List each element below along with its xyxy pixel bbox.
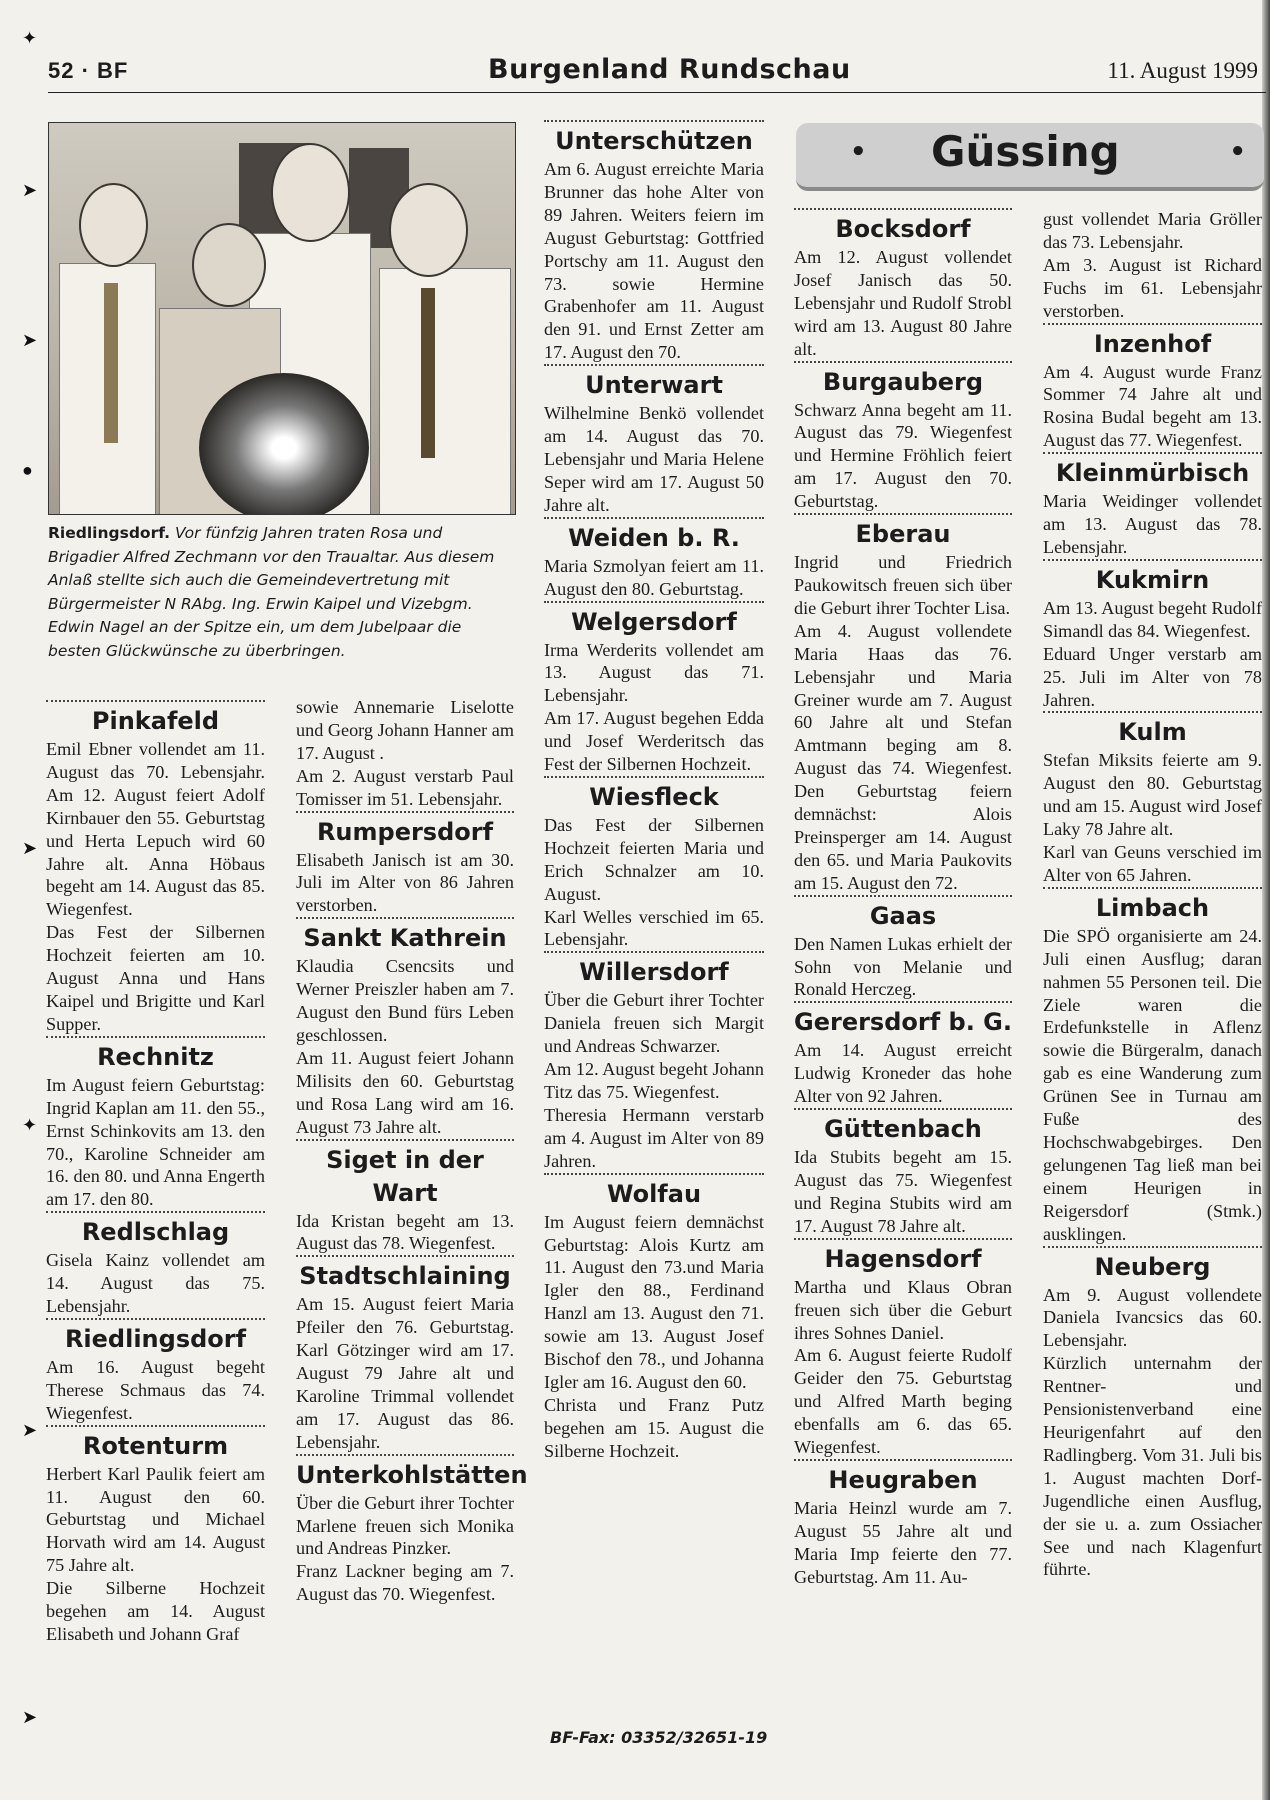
section-heading: Kukmirn [1043, 559, 1262, 597]
section-paragraph: Ida Stubits begeht am 15. August das 75. Wiegenfest und Regina Stubits wird am 17. August 78 Jahre alt. [794, 1147, 1012, 1236]
section-heading: Wolfau [544, 1173, 764, 1211]
news-section [794, 1459, 1012, 1589]
section-heading: Burgauberg [794, 361, 1012, 399]
section-heading: Rechnitz [46, 1036, 265, 1074]
section-heading: Bocksdorf [794, 208, 1012, 246]
margin-arrow-icon: ➤ [22, 1707, 38, 1727]
section-paragraph: Am 6. August erreichte Maria Brunner das hohe Alter von 89 Jahren. Weiters feiern im August Geburtstag: Gottfried Portschy am 11. August den 73. sowie Hermine Grabenhofer am 11. August den 91. und Ernst Zetter am 17. August den 70. [544, 159, 764, 363]
margin-arrow-icon: ✦ [22, 1115, 38, 1135]
section-heading: Willersdorf [544, 951, 764, 989]
section-paragraph: Irma Werderits vollendet am 13. August das 71. Lebensjahr. [544, 639, 764, 706]
section-heading: Heugraben [794, 1459, 1012, 1497]
section-heading: Gerersdorf b. G. [794, 1001, 1012, 1039]
news-section [794, 895, 1012, 1002]
section-paragraph: Am 11. August feiert Johann Milisits den 60. Geburtstag und Rosa Lang wird am 16. August 73 Jahre alt. [296, 1047, 514, 1137]
banner-title: Güssing [931, 127, 1120, 176]
news-section [544, 517, 764, 601]
article-column-3 [544, 120, 764, 1463]
caption-place: Riedlingsdorf. [48, 524, 171, 542]
page-spine-shadow [1262, 0, 1270, 1800]
margin-arrow-icon: ➤ [22, 1420, 38, 1440]
news-section [296, 696, 514, 811]
news-section [1043, 559, 1262, 712]
news-section [46, 1036, 265, 1211]
section-heading: Wiesfleck [544, 776, 764, 814]
news-section [544, 776, 764, 951]
section-paragraph: Emil Ebner vollendet am 11. August das 70. Lebensjahr. Am 12. August feiert Adolf Kirnbauer den 55. Geburtstag und Herta Lepuch wird 60 Jahre alt. Anna Höbaus begeht am 14. August das 85. Wiegenfest. [46, 739, 265, 920]
section-paragraph: Herbert Karl Paulik feiert am 11. August den 60. Geburtstag und Michael Horvath wird am 14. August 75 Jahre alt. [46, 1463, 265, 1576]
page-number: 52 · BF [48, 58, 129, 83]
section-paragraph: Franz Lackner beging am 7. August das 70. Wiegenfest. [296, 1561, 514, 1605]
news-section [794, 1001, 1012, 1108]
section-paragraph: Die SPÖ organisierte am 24. Juli einen Ausflug; daran nahmen 55 Personen teil. Die Ziele waren die Erdefunkstelle in Aflenz sowie die Bürgeralm, danach gab es eine Wanderung zum Grünen See in Turnau am Fuße des Hochschwabgebirges. Den gelungenen Tag ließ man bei einem Heurigen in Reigersdorf (Stmk.) ausklingen. [1043, 925, 1262, 1244]
section-paragraph: Gisela Kainz vollendet am 14. August das 75. Lebensjahr. [46, 1250, 265, 1317]
news-section [296, 811, 514, 918]
fax-number: BF-Fax: 03352/32651-19 [550, 1728, 768, 1747]
section-heading: Pinkafeld [46, 700, 265, 738]
section-paragraph: Wilhelmine Benkö vollendet am 14. August das 70. Lebensjahr und Maria Helene Seper wird am 17. August 50 Jahre alt. [544, 403, 764, 515]
section-paragraph: Am 4. August vollendete Maria Haas das 76. Lebensjahr und Maria Greiner wurde am 7. August 60 Jahre alt und Stefan Amtmann beging am 8. August das 74. Wiegenfest. Den Geburtstag feiern demnächst: Alois Preinsperger am 14. August den 65. und Maria Paukovits am 15. August den 72. [794, 620, 1012, 893]
section-heading: Gaas [794, 895, 1012, 933]
section-heading: Welgersdorf [544, 601, 764, 639]
section-heading: Sankt Kathrein [296, 917, 514, 955]
section-paragraph: Maria Heinzl wurde am 7. August 55 Jahre alt und Maria Imp feierte den 77. Geburtstag. Am 11. Au- [794, 1497, 1012, 1587]
section-paragraph: Die Silberne Hochzeit begehen am 14. August Elisabeth und Johann Graf [46, 1578, 265, 1644]
section-paragraph: Stefan Miksits feierte am 9. August den 80. Geburtstag und am 15. August wird Josef Laky 78 Jahre alt. [1043, 750, 1262, 840]
section-paragraph: Elisabeth Janisch ist am 30. Juli im Alter von 86 Jahren verstorben. [296, 849, 514, 916]
couple-photo [48, 122, 516, 515]
page-header [48, 54, 1266, 93]
section-heading: Rotenturm [46, 1425, 265, 1463]
section-paragraph: Am 3. August ist Richard Fuchs im 61. Lebensjahr verstorben. [1043, 254, 1262, 321]
news-section [1043, 1246, 1262, 1582]
section-paragraph: Am 9. August vollendete Daniela Ivancsics das 60. Lebensjahr. [1043, 1284, 1262, 1351]
section-paragraph: sowie Annemarie Liselotte und Georg Johann Hanner am 17. August . [296, 697, 514, 763]
article-column-1 [46, 700, 265, 1646]
section-paragraph: Martha und Klaus Obran freuen sich über die Geburt ihres Sohnes Daniel. [794, 1276, 1012, 1343]
news-section [544, 364, 764, 517]
section-paragraph: Am 4. August wurde Franz Sommer 74 Jahre alt und Rosina Budal begeht am 13. August das 77. Wiegenfest. [1043, 361, 1262, 451]
news-section [1043, 208, 1262, 323]
section-paragraph: Kürzlich unternahm der Rentner- und Pensionistenverband eine Heurigenfahrt auf den Radlingberg. Vom 31. Juli bis 1. August machten Dorf-Jugendliche einen Ausflug, der sie u. a. zum Ossiacher See und nach Klagenfurt führte. [1043, 1353, 1262, 1580]
article-column-2 [296, 696, 528, 1606]
section-heading: Weiden b. R. [544, 517, 764, 555]
section-heading: Kulm [1043, 711, 1262, 749]
news-section [296, 1454, 528, 1607]
news-section [1043, 452, 1262, 559]
region-banner [796, 123, 1264, 191]
section-heading: Kleinmürbisch [1043, 452, 1262, 490]
photo-caption [48, 522, 516, 663]
section-heading: Eberau [794, 513, 1012, 551]
news-section [46, 1425, 265, 1646]
news-section [1043, 887, 1262, 1246]
issue-date: 11. August 1999 [1107, 58, 1258, 83]
news-section [1043, 323, 1262, 453]
section-paragraph: Klaudia Csencsits und Werner Preiszler haben am 7. August den Bund fürs Leben geschlossen. [296, 956, 514, 1045]
caption-text: Vor fünfzig Jahren traten Rosa und Brigadier Alfred Zechmann vor den Traualtar. Aus diesem Anlaß stellte sich auch die Gemeindevertretung mit Bürgermeister N RAbg. Ing. Erwin Kaipel und Vizebgm. Edwin Nagel an der Spitze ein, um dem Jubelpaar die besten Glückwünsche zu überbringen. [48, 524, 495, 660]
section-paragraph: Am 12. August vollendet Josef Janisch das 50. Lebensjahr und Rudolf Strobl wird am 13. August 80 Jahre alt. [794, 247, 1012, 359]
section-paragraph: Maria Szmolyan feiert am 11. August den 80. Geburtstag. [544, 555, 764, 599]
section-heading: Neuberg [1043, 1246, 1262, 1284]
margin-arrow-icon: ➤ [22, 838, 38, 858]
section-paragraph: Am 15. August feiert Maria Pfeiler den 76. Geburtstag. Karl Götzinger wird am 17. August 79 Jahre alt und Karoline Trimmal vollendet am 17. August das 86. Lebensjahr. [296, 1294, 514, 1452]
margin-arrow-icon: ● [22, 460, 33, 480]
section-paragraph: Im August feiern demnächst Geburtstag: Alois Kurtz am 11. August den 73.und Maria Igler den 88., Ferdinand Hanzl am 13. August den 71. sowie am 13. August Josef Bischof den 78., und Johanna Igler am 16. August den 60. [544, 1211, 764, 1392]
section-paragraph: Am 16. August begeht Therese Schmaus das 74. Wiegenfest. [46, 1356, 265, 1423]
section-heading: Unterschützen [544, 120, 764, 158]
section-heading: Hagensdorf [794, 1238, 1012, 1276]
section-paragraph: Theresia Hermann verstarb am 4. August im Alter von 89 Jahren. [544, 1104, 764, 1171]
news-section [544, 120, 764, 364]
section-paragraph: Am 2. August verstarb Paul Tomisser im 51. Lebensjahr. [296, 765, 514, 809]
section-heading: Siget in der Wart [296, 1139, 514, 1210]
section-paragraph: gust vollendet Maria Gröller das 73. Lebensjahr. [1043, 209, 1262, 252]
newspaper-title: Burgenland Rundschau [488, 54, 851, 85]
section-heading: Stadtschlaining [296, 1255, 514, 1293]
article-column-5 [1043, 208, 1262, 1581]
news-section [296, 1139, 514, 1256]
news-section [794, 1238, 1012, 1459]
section-paragraph: Das Fest der Silbernen Hochzeit feierten am 10. August Anna und Hans Kaipel und Brigitte und Karl Supper. [46, 922, 265, 1034]
section-paragraph: Schwarz Anna begeht am 11. August das 79. Wiegenfest und Hermine Fröhlich feiert am 17. August den 70. Geburtstag. [794, 399, 1012, 512]
section-paragraph: Ida Kristan begeht am 13. August das 78. Wiegenfest. [296, 1210, 514, 1254]
section-paragraph: Am 12. August begeht Johann Titz das 75. Wiegenfest. [544, 1059, 764, 1102]
section-paragraph: Karl Welles verschied im 65. Lebensjahr. [544, 906, 764, 950]
section-heading: Redlschlag [46, 1211, 265, 1249]
section-heading: Limbach [1043, 887, 1262, 925]
section-paragraph: Maria Weidinger vollendet am 13. August das 78. Lebensjahr. [1043, 491, 1262, 557]
section-paragraph: Christa und Franz Putz begehen am 15. August die Silberne Hochzeit. [544, 1394, 764, 1461]
section-paragraph: Eduard Unger verstarb am 25. Juli im Alter von 78 Jahren. [1043, 643, 1262, 710]
news-section [794, 513, 1012, 895]
section-paragraph: Den Namen Lukas erhielt der Sohn von Melanie und Ronald Herczeg. [794, 933, 1012, 1000]
section-heading: Riedlingsdorf [46, 1318, 265, 1356]
news-section [46, 1211, 265, 1318]
news-section [46, 700, 265, 1036]
section-heading: Unterkohlstätten [296, 1454, 514, 1492]
news-section [46, 1318, 265, 1425]
section-paragraph: Das Fest der Silbernen Hochzeit feierten Maria und Erich Schnalzer am 10. August. [544, 814, 764, 904]
section-heading: Güttenbach [794, 1108, 1012, 1146]
section-paragraph: Ingrid und Friedrich Paukowitsch freuen sich über die Geburt ihrer Tochter Lisa. [794, 552, 1012, 618]
news-section [794, 1108, 1012, 1238]
banner-bullet-right: • [1229, 137, 1246, 167]
news-section [544, 601, 764, 776]
section-heading: Unterwart [544, 364, 764, 402]
news-section [794, 361, 1012, 514]
section-paragraph: Im August feiern Geburtstag: Ingrid Kaplan am 11. den 55., Ernst Schinkovits am 13. den 70., Karoline Schneider am 16. den 80. und Anna Engerth am 17. den 80. [46, 1074, 265, 1210]
section-paragraph: Über die Geburt ihrer Tochter Daniela freuen sich Margit und Andreas Schwarzer. [544, 990, 764, 1057]
news-section [296, 1255, 514, 1453]
section-heading: Rumpersdorf [296, 811, 514, 849]
article-column-4 [794, 208, 1012, 1589]
news-section [296, 917, 514, 1138]
margin-arrow-icon: ➤ [22, 180, 38, 200]
banner-bullet-left: • [850, 137, 867, 167]
section-heading: Inzenhof [1043, 323, 1262, 361]
section-paragraph: Am 13. August begeht Rudolf Simandl das 84. Wiegenfest. [1043, 597, 1262, 641]
section-paragraph: Am 14. August erreicht Ludwig Kroneder das hohe Alter von 92 Jahren. [794, 1040, 1012, 1107]
news-section [1043, 711, 1262, 886]
margin-arrow-icon: ✦ [22, 28, 38, 48]
section-paragraph: Am 17. August begehen Edda und Josef Werderitsch das Fest der Silbernen Hochzeit. [544, 708, 764, 775]
news-section [794, 208, 1012, 361]
news-section [544, 951, 764, 1172]
section-paragraph: Über die Geburt ihrer Tochter Marlene freuen sich Monika und Andreas Pinzker. [296, 1492, 514, 1559]
news-section [544, 1173, 764, 1463]
section-paragraph: Karl van Geuns verschied im Alter von 65 Jahren. [1043, 842, 1262, 885]
section-paragraph: Am 6. August feierte Rudolf Geider den 75. Geburtstag und Alfred Marth beging ebenfalls am 6. das 65. Wiegenfest. [794, 1345, 1012, 1458]
margin-arrow-icon: ➤ [22, 330, 38, 350]
